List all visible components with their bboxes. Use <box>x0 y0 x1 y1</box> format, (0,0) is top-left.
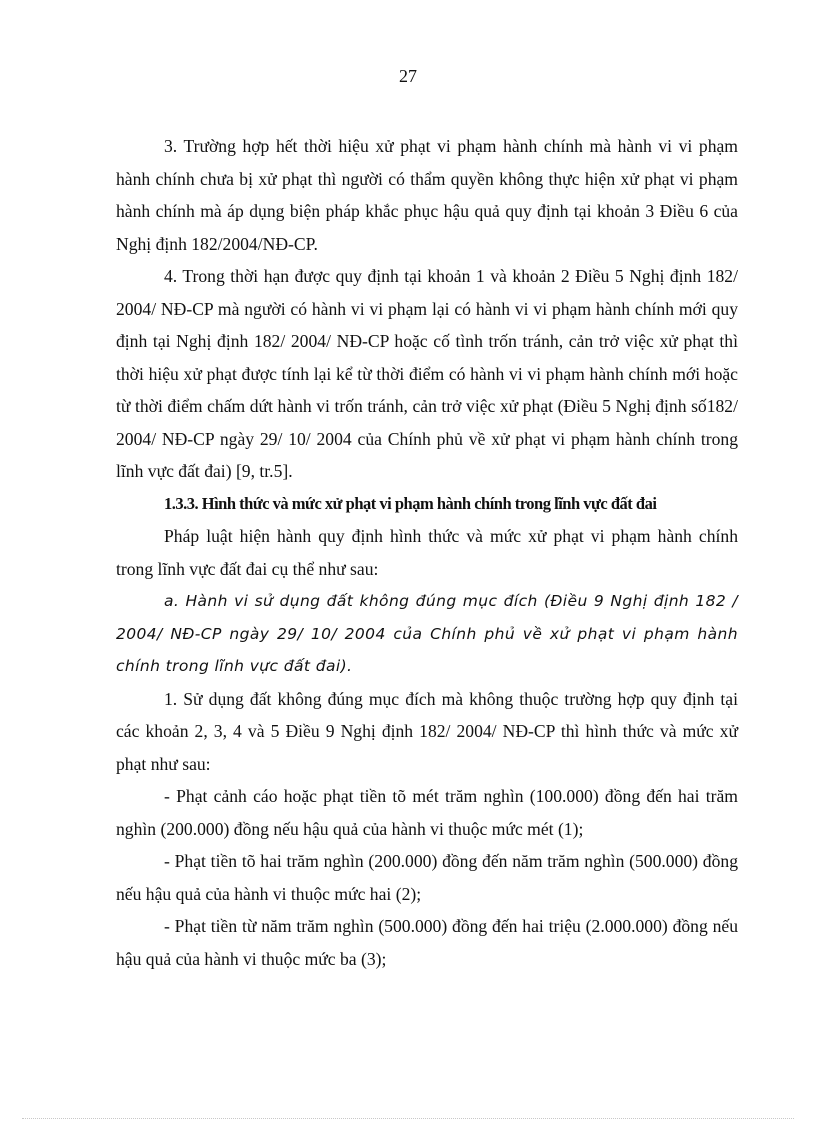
paragraph-clause-4: 4. Trong thời hạn được quy định tại khoản 1 và khoản 2 Điều 5 Nghị định 182/ 2004/ NĐ-CP mà người có hành vi vi phạm lại có hành vi vi phạm hành chính mới quy định tại Nghị định 182/ 2004/ NĐ-CP hoặc cố tình trốn tránh, cản trở việc xử phạt thì thời hiệu xử phạt được tính lại kể từ thời điểm có hành vi vi phạm hành chính mới hoặc từ thời điểm chấm dứt hành vi trốn tránh, cản trở việc xử phạt (Điều 5 Nghị định số182/ 2004/ NĐ-CP ngày 29/ 10/ 2004 của Chính phủ về xử phạt vi phạm hành chính trong lĩnh vực đất đai) [9, tr.5]. <box>116 266 738 481</box>
section-heading: 1.3.3. Hình thức và mức xử phạt vi phạm hành chính trong lĩnh vực đất đai <box>164 493 657 513</box>
document-body <box>116 130 738 975</box>
page-bottom-divider <box>22 1118 794 1119</box>
page-number: 27 <box>399 66 417 86</box>
bullet-level-2: - Phạt tiền tõ hai trăm nghìn (200.000) đồng đến năm trăm nghìn (500.000) đồng nếu hậu quả của hành vi thuộc mức hai (2); <box>116 851 738 904</box>
paragraph-subheading-a: a. Hành vi sử dụng đất không đúng mục đích (Điều 9 Nghị định 182 / 2004/ NĐ-CP ngày 29/ 10/ 2004 của Chính phủ về xử phạt vi phạm hành chính trong lĩnh vực đất đai). <box>116 592 738 675</box>
bullet-level-1: - Phạt cảnh cáo hoặc phạt tiền tõ mét trăm nghìn (100.000) đồng đến hai trăm nghìn (200.000) đồng nếu hậu quả của hành vi thuộc mức mét (1); <box>116 786 738 839</box>
paragraph-intro: Pháp luật hiện hành quy định hình thức và mức xử phạt vi phạm hành chính trong lĩnh vực đất đai cụ thể như sau: <box>116 526 738 579</box>
paragraph-clause-3: 3. Trường hợp hết thời hiệu xử phạt vi phạm hành chính mà hành vi vi phạm hành chính chưa bị xử phạt thì người có thẩm quyền không thực hiện xử phạt vi phạm hành chính mà áp dụng biện pháp khắc phục hậu quả quy định tại khoản 3 Điều 6 của Nghị định 182/2004/NĐ-CP. <box>116 136 738 254</box>
bullet-level-3: - Phạt tiền từ năm trăm nghìn (500.000) đồng đến hai triệu (2.000.000) đồng nếu hậu quả của hành vi thuộc mức ba (3); <box>116 916 738 969</box>
paragraph-item-1: 1. Sử dụng đất không đúng mục đích mà không thuộc trường hợp quy định tại các khoản 2, 3, 4 và 5 Điều 9 Nghị định 182/ 2004/ NĐ-CP thì hình thức và mức xử phạt như sau: <box>116 688 738 774</box>
